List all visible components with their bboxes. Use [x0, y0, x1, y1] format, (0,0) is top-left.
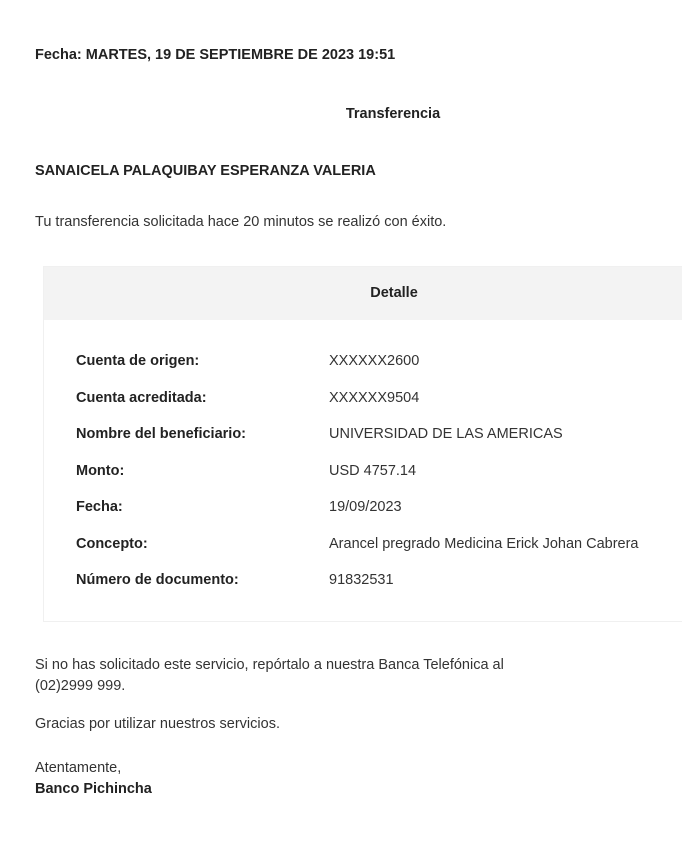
detail-label: Número de documento:: [76, 572, 239, 588]
detail-value: 91832531: [329, 572, 394, 588]
closing: [35, 758, 152, 800]
thanks-message: Gracias por utilizar nuestros servicios.: [35, 716, 280, 732]
detail-heading: Detalle: [44, 267, 682, 320]
success-message: Tu transferencia solicitada hace 20 minutos se realizó con éxito.: [35, 214, 447, 230]
detail-label: Nombre del beneficiario:: [76, 426, 247, 442]
detail-value: Arancel pregrado Medicina Erick Johan Cabrera: [329, 536, 639, 552]
detail-label: Concepto:: [76, 536, 148, 552]
detail-value: 19/09/2023: [329, 499, 402, 515]
client-name: SANAICELA PALAQUIBAY ESPERANZA VALERIA: [35, 163, 376, 179]
page-title: Transferencia: [345, 106, 441, 122]
detail-card: [43, 266, 682, 622]
bank-signature: Banco Pichincha: [35, 781, 152, 797]
detail-value: XXXXXX2600: [329, 353, 420, 369]
date-line: Fecha: MARTES, 19 DE SEPTIEMBRE DE 2023 19:51: [35, 47, 396, 63]
detail-value: USD 4757.14: [329, 463, 417, 479]
report-notice: Si no has solicitado este servicio, repórtalo a nuestra Banca Telefónica al (02)2999 999.: [35, 657, 504, 694]
closing-salutation: Atentamente,: [35, 760, 122, 776]
detail-value: XXXXXX9504: [329, 390, 420, 406]
detail-label: Cuenta de origen:: [76, 353, 200, 369]
detail-label: Cuenta acreditada:: [76, 390, 207, 406]
detail-value: UNIVERSIDAD DE LAS AMERICAS: [329, 426, 563, 442]
detail-label: Fecha:: [76, 499, 123, 515]
detail-label: Monto:: [76, 463, 125, 479]
